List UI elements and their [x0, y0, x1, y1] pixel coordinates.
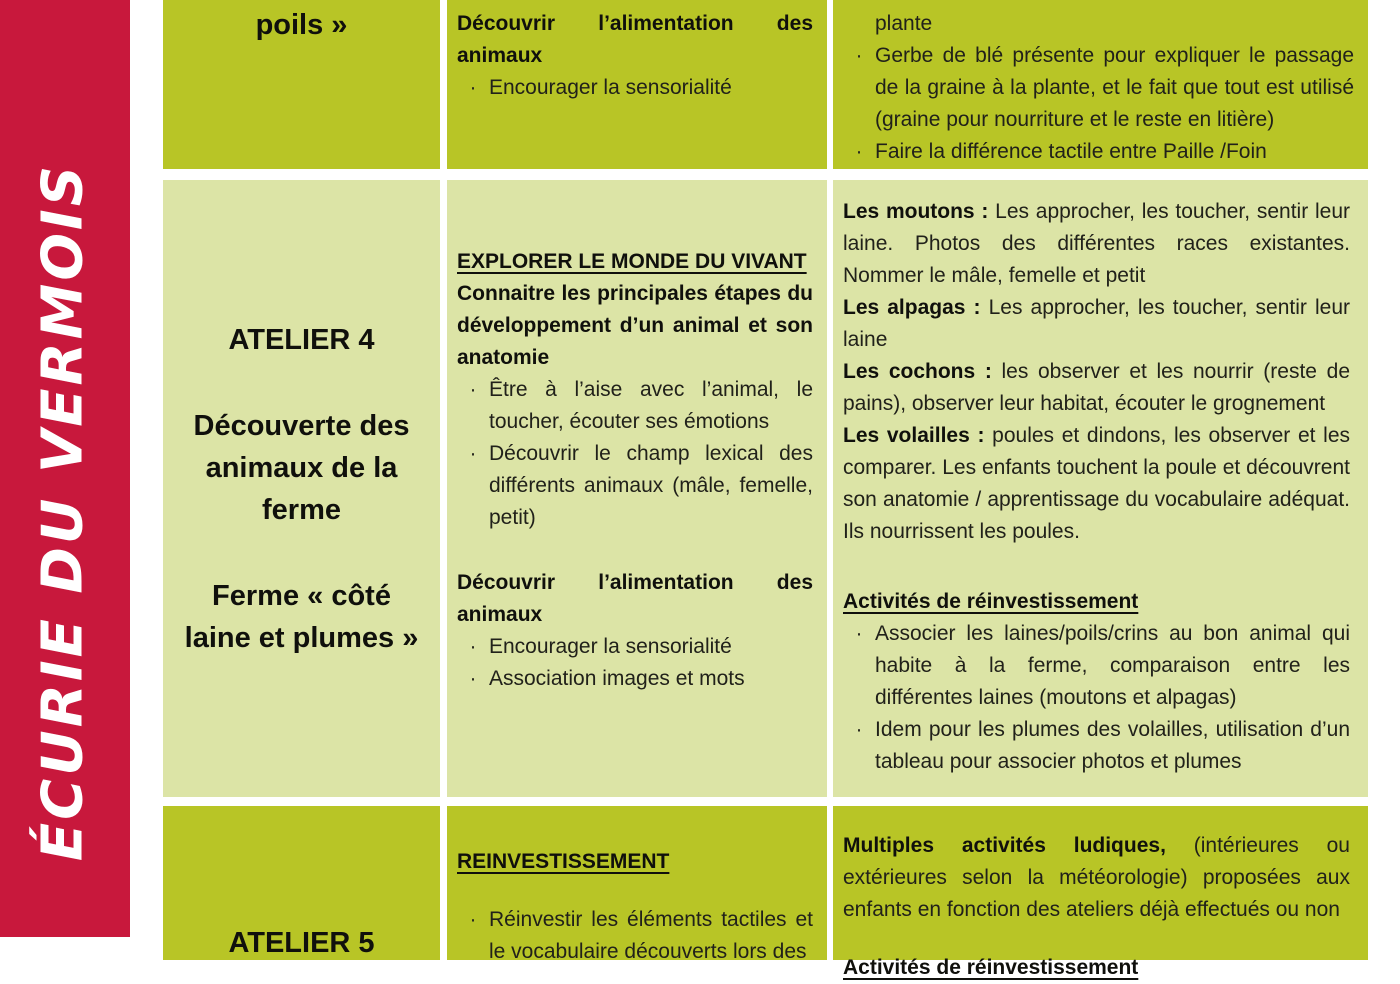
paragraph-rest: Les approcher, les toucher, sentir leur laine: [843, 296, 1350, 351]
paragraph-rest: Les approcher, les toucher, sentir leur laine. Photos des différentes races existantes. Nommer le mâle, femelle et petit: [843, 200, 1350, 287]
activity-bullet-text: Associer les laines/poils/crins au bon animal qui habite à la ferme, comparaison entre les différentes laines (moutons et alpagas): [875, 622, 1350, 709]
activity-bullet-text: Faire la différence tactile entre Paille /Foin: [875, 140, 1267, 163]
activity-bullet-text: Idem pour les plumes des volailles, utilisation d’un tableau pour associer photos et plumes: [875, 718, 1350, 773]
activity-paragraph: [843, 196, 1350, 292]
objective-domain-heading: REINVESTISSEMENT: [457, 850, 670, 873]
reinvest-heading: Activités de réinvestissement: [843, 590, 1139, 613]
activity-paragraph: [843, 420, 1350, 548]
activity-bullet: [843, 714, 1350, 778]
objective-bullet: [457, 631, 813, 663]
objective-bullet-text: Association images et mots: [489, 667, 745, 690]
banner-label: ÉCURIE DU VERMOIS: [30, 162, 96, 862]
activity-bullet: [843, 618, 1350, 714]
bullet-icon: ·: [855, 622, 863, 645]
bullet-icon: ·: [469, 378, 477, 401]
objective-bullet: [457, 374, 813, 438]
objective-bullet-text: Encourager la sensorialité: [489, 76, 732, 99]
paragraph-rest: (intérieures ou extérieures selon la météorologie) proposées aux enfants en fonction des ateliers déjà effectués ou non: [843, 834, 1350, 921]
atelier3-title-tail: poils »: [255, 9, 348, 41]
objective-bullet: [457, 72, 813, 104]
activity-paragraph: [843, 292, 1350, 356]
cell-atelier5-activities: [833, 806, 1368, 979]
cell-atelier4-activities: [833, 180, 1368, 797]
bullet-icon: ·: [855, 718, 863, 741]
activity-paragraph: [843, 830, 1350, 926]
cell-atelier4-title: [163, 180, 440, 797]
activity-paragraph: [843, 356, 1350, 420]
atelier4-subtitle2: Ferme « côté laine et plumes »: [184, 579, 419, 654]
bullet-icon: ·: [469, 442, 477, 465]
objective-bullet: [457, 438, 813, 534]
paragraph-lead: Multiples activités ludiques,: [843, 834, 1166, 857]
partial-text-line: Activités de réinvestissement: [843, 956, 1139, 979]
atelier4-title-stack: [163, 180, 440, 797]
objective-bullet: [457, 904, 813, 968]
cell-atelier5-title: [163, 806, 440, 960]
objective-bullet-text: Être à l’aise avec l’animal, le toucher, écouter ses émotions: [489, 378, 813, 433]
bullet-icon: ·: [469, 76, 477, 99]
paragraph-lead: Les alpagas :: [843, 296, 981, 319]
activity-continuation: plante: [875, 12, 933, 35]
objective-bullet-text: Encourager la sensorialité: [489, 635, 732, 658]
activity-bullet: [843, 136, 1354, 168]
paragraph-rest: poules et dindons, les observer et les comparer. Les enfants touchent la poule et découvrent son anatomie / apprentissage du vocabulaire adéquat. Ils nourrissent les poules.: [843, 424, 1350, 543]
bullet-icon: ·: [469, 908, 477, 931]
objective-bullet-text: Réinvestir les éléments tactiles et le vocabulaire découverts lors des: [489, 908, 813, 963]
objective-heading: Découvrir l’alimentation des animaux: [457, 12, 813, 67]
cell-atelier5-objectives: [447, 806, 827, 963]
objective-subheading: Connaitre les principales étapes du développement d’un animal et son anatomie: [457, 282, 813, 369]
bullet-icon: ·: [469, 667, 477, 690]
bullet-icon: ·: [855, 140, 863, 163]
bullet-icon: ·: [855, 44, 863, 67]
objective-heading2: Découvrir l’alimentation des animaux: [457, 571, 813, 626]
cell-atelier3-title: [163, 0, 440, 169]
objective-bullet-text: Découvrir le champ lexical des différents animaux (mâle, femelle, petit): [489, 442, 813, 529]
objective-domain-heading: EXPLORER LE MONDE DU VIVANT: [457, 250, 807, 273]
activity-bullet: [843, 40, 1354, 136]
cell-atelier3-objectives: [447, 0, 827, 169]
paragraph-lead: Les cochons :: [843, 360, 992, 383]
bullet-icon: ·: [469, 635, 477, 658]
cell-atelier4-objectives: [447, 180, 827, 797]
paragraph-lead: Les moutons :: [843, 200, 989, 223]
atelier5-title: ATELIER 5: [228, 927, 375, 959]
paragraph-lead: Les volailles :: [843, 424, 985, 447]
paragraph-rest: les observer et les nourrir (reste de pains), observer leur habitat, écouter le grognement: [843, 360, 1350, 415]
atelier4-subtitle: Découverte des animaux de la ferme: [193, 409, 410, 526]
activity-bullet-text: Gerbe de blé présente pour expliquer le passage de la graine à la plante, et le fait que tout est utilisé (graine pour nourriture et le reste en litière): [875, 44, 1354, 131]
objective-bullet: [457, 663, 813, 695]
vertical-banner: [0, 0, 130, 937]
cell-atelier3-activities: [833, 0, 1368, 169]
atelier4-title: ATELIER 4: [228, 323, 375, 356]
